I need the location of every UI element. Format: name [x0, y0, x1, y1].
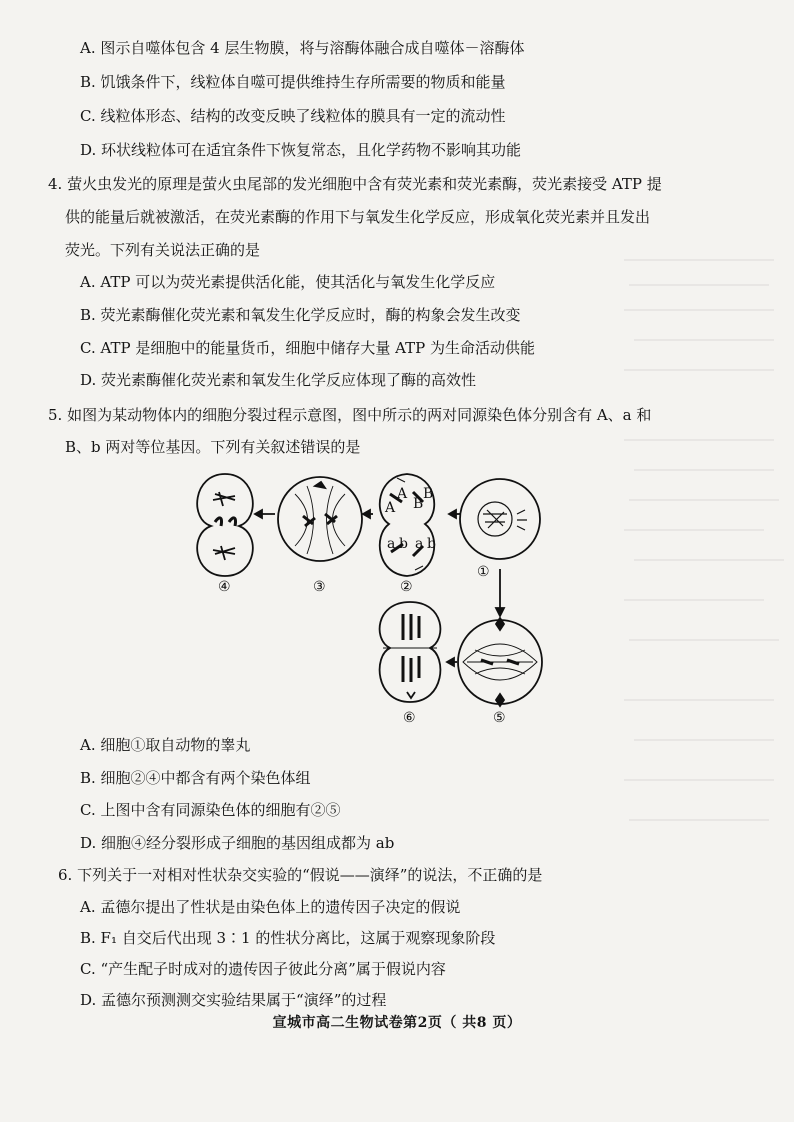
- cell-3: [278, 477, 362, 561]
- cell-number-1: ①: [477, 564, 490, 580]
- bleed-through-marks: [604, 0, 794, 1122]
- q6-stem: 6. 下列关于一对相对性状杂交实验的“假说——演绎”的说法，不正确的是: [58, 866, 543, 884]
- q5-stem-line-2: B、b 两对等位基因。下列有关叙述错误的是: [65, 438, 361, 456]
- q3-option-a: A. 图示自噬体包含 4 层生物膜，将与溶酶体融合成自噬体－溶酶体: [80, 39, 525, 57]
- cell-4: [197, 474, 253, 576]
- q4-stem-line-3: 荧光。下列有关说法正确的是: [65, 241, 261, 259]
- q5-option-d: D. 细胞④经分裂形成子细胞的基因组成都为 ab: [80, 834, 395, 852]
- q6-option-a: A. 孟德尔提出了性状是由染色体上的遗传因子决定的假说: [80, 898, 461, 916]
- cell-6: [380, 602, 441, 702]
- gene-label-5: a: [387, 536, 396, 552]
- q5-option-a: A. 细胞①取自动物的睾丸: [80, 736, 251, 754]
- gene-label-1: A: [397, 486, 408, 502]
- q4-stem-line-2: 供的能量后就被激活，在荧光素酶的作用下与氧发生化学反应，形成氧化荧光素并且发出: [65, 208, 651, 226]
- cell-number-3: ③: [313, 579, 326, 595]
- gene-label-6: b: [399, 536, 408, 552]
- q3-option-c: C. 线粒体形态、结构的改变反映了线粒体的膜具有一定的流动性: [80, 107, 506, 125]
- cell-1: [460, 479, 540, 559]
- q5-option-c: C. 上图中含有同源染色体的细胞有②⑤: [80, 801, 341, 819]
- q6-option-c: C. “产生配子时成对的遗传因子彼此分离”属于假说内容: [80, 960, 446, 978]
- arrowhead-1-to-2: [449, 510, 456, 518]
- cell-number-4: ④: [218, 579, 231, 595]
- q4-option-c: C. ATP 是细胞中的能量货币，细胞中储存大量 ATP 为生命活动供能: [80, 339, 536, 357]
- q3-option-b: B. 饥饿条件下，线粒体自噬可提供维持生存所需要的物质和能量: [80, 73, 506, 91]
- gene-label-3: B: [413, 496, 424, 512]
- cell-division-figure: [185, 464, 565, 732]
- q5-stem-line-1: 5. 如图为某动物体内的细胞分裂过程示意图，图中所示的两对同源染色体分别含有 A、a 和: [48, 406, 652, 424]
- arrowhead-1-to-5: [496, 608, 504, 616]
- cell-number-5: ⑤: [493, 710, 506, 726]
- cell-5: [458, 618, 542, 706]
- q4-option-b: B. 荧光素酶催化荧光素和氧发生化学反应时，酶的构象会发生改变: [80, 306, 521, 324]
- q6-option-b: B. F₁ 自交后代出现 3∶1 的性状分离比，这属于观察现象阶段: [80, 929, 496, 947]
- gene-label-4: A: [385, 500, 396, 516]
- gene-label-8: b: [427, 536, 436, 552]
- q3-option-d: D. 环状线粒体可在适宜条件下恢复常态，且化学药物不影响其功能: [80, 141, 522, 159]
- arrowhead-3-to-4: [255, 510, 262, 518]
- gene-label-7: a: [415, 536, 424, 552]
- arrowhead-5-to-6: [447, 658, 454, 666]
- cell-number-2: ②: [400, 579, 413, 595]
- cell-number-6: ⑥: [403, 710, 416, 726]
- gene-label-2: B: [423, 486, 434, 502]
- cell-division-diagram: [185, 464, 565, 732]
- q4-option-d: D. 荧光素酶催化荧光素和氧发生化学反应体现了酶的高效性: [80, 371, 477, 389]
- q6-option-d: D. 孟德尔预测测交实验结果属于“演绎”的过程: [80, 991, 387, 1009]
- page-footer: 宣城市高二生物试卷第2页（ 共8 页）: [272, 1015, 522, 1031]
- arrowhead-2-to-3: [363, 510, 370, 518]
- q5-option-b: B. 细胞②④中都含有两个染色体组: [80, 769, 311, 787]
- q4-option-a: A. ATP 可以为荧光素提供活化能，使其活化与氧发生化学反应: [80, 273, 496, 291]
- q4-stem-line-1: 4. 萤火虫发光的原理是萤火虫尾部的发光细胞中含有荧光素和荧光素酶，荧光素接受 ATP 提: [48, 175, 662, 193]
